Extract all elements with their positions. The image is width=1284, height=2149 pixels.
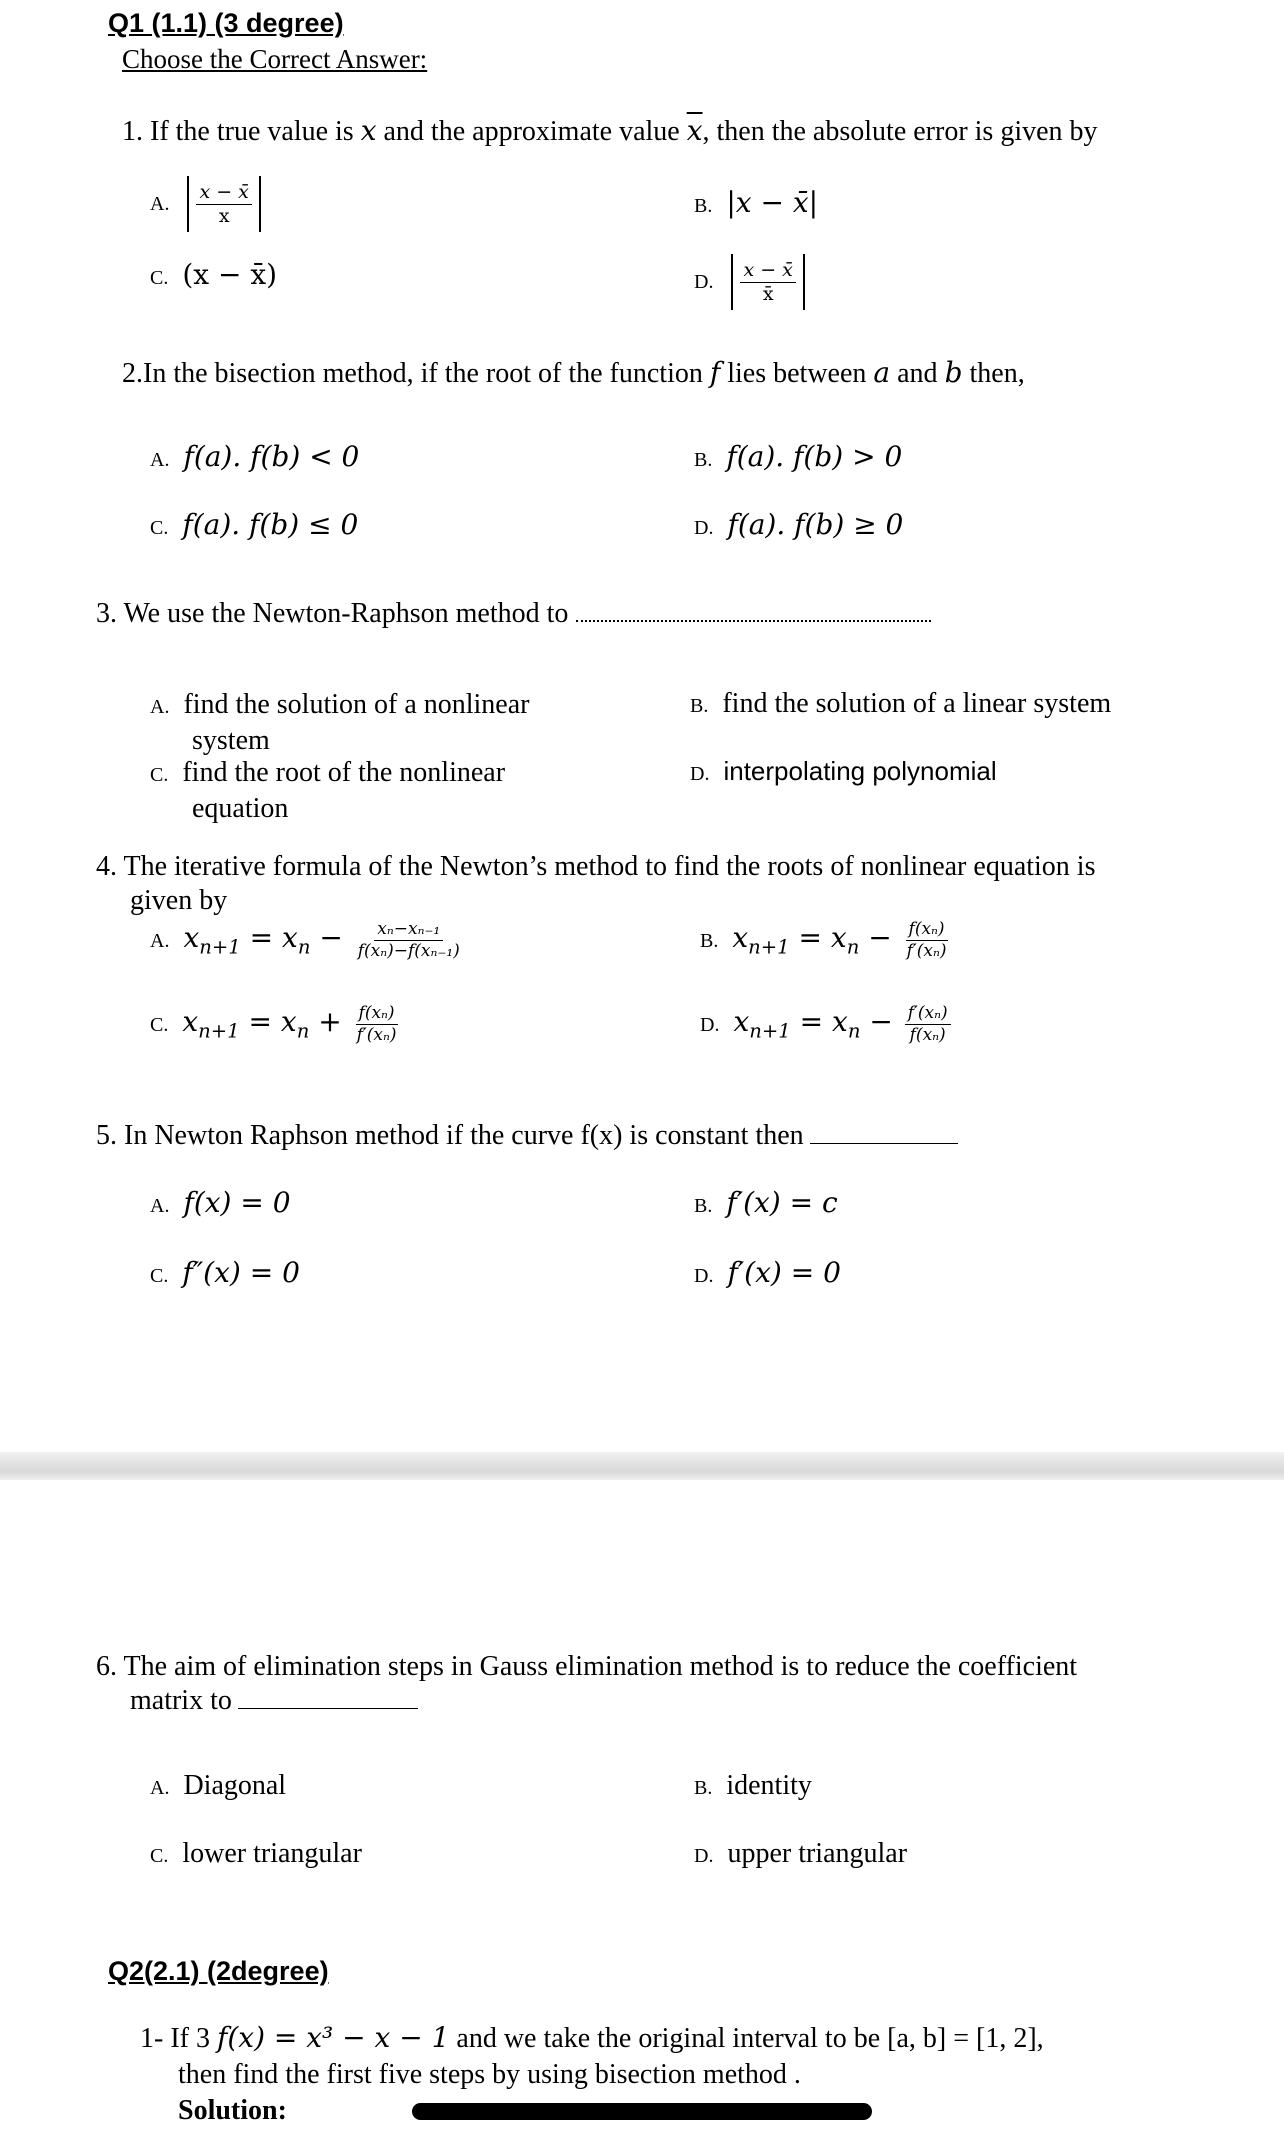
q6-option-b[interactable]	[694, 1770, 812, 1802]
operator: −	[860, 1004, 902, 1038]
mid: = x	[790, 1004, 848, 1038]
option-letter: D.	[694, 517, 714, 539]
option-letter: B.	[690, 695, 709, 717]
math-var-x: x	[360, 114, 377, 147]
lhs-sub: n+1	[748, 935, 790, 959]
q4-option-b[interactable]	[700, 920, 953, 960]
option-letter: B.	[694, 1777, 713, 1799]
option-letter: A.	[150, 449, 170, 471]
fraction-numerator: x − x̄	[196, 182, 251, 205]
mid: = x	[789, 920, 847, 954]
option-math: |x − x̄|	[726, 186, 819, 219]
q1-option-a[interactable]	[150, 176, 265, 232]
q2-option-d[interactable]	[694, 508, 903, 542]
lhs: x	[732, 920, 749, 954]
question-text: and the approximate value	[376, 116, 687, 147]
option-letter: D.	[690, 763, 710, 785]
option-letter: C.	[150, 1013, 169, 1036]
question-1	[122, 114, 1098, 148]
option-text: Diagonal	[183, 1770, 287, 1801]
fraction-denominator: f′(xₙ)	[906, 940, 947, 961]
question-number: 1.	[122, 116, 143, 147]
q6-option-a[interactable]	[150, 1770, 286, 1802]
option-math: f′(x) = 0	[727, 1256, 841, 1289]
fraction-numerator: f′(xₙ)	[905, 1004, 951, 1025]
question-text: The iterative formula of the Newton’s method to find the roots of nonlinear equation is	[123, 851, 1096, 882]
option-letter: A.	[150, 696, 170, 718]
q3-option-d[interactable]	[690, 756, 997, 788]
option-letter: D.	[694, 1845, 714, 1867]
option-math: (x − x̄)	[182, 258, 278, 291]
fraction-denominator: f(xₙ)−f(xₙ₋₁)	[357, 940, 460, 961]
page-divider	[0, 1452, 1284, 1480]
option-math: f(a). f(b) ≤ 0	[182, 508, 359, 541]
option-letter: A.	[150, 929, 170, 952]
item-text: then find the first five steps by using bisection method .	[178, 2059, 801, 2090]
operator: −	[310, 920, 352, 954]
question-3	[96, 598, 931, 630]
answer-blank	[576, 602, 931, 622]
question-5	[96, 1120, 958, 1152]
option-letter: D.	[694, 1265, 714, 1287]
fraction-denominator: x	[218, 204, 230, 227]
question-text: , then the absolute error is given by	[702, 116, 1098, 147]
q3-option-a[interactable]	[150, 688, 530, 758]
q2-option-a[interactable]	[150, 440, 359, 474]
question-text: The aim of elimination steps in Gauss elimination method is to reduce the coefficient	[123, 1651, 1078, 1682]
mid-sub: n	[297, 935, 311, 959]
option-math: f(a). f(b) > 0	[726, 440, 903, 473]
q4-option-c[interactable]	[150, 1004, 403, 1044]
question-text: matrix to	[130, 1685, 232, 1716]
q6-option-d[interactable]	[694, 1838, 907, 1870]
operator: +	[309, 1004, 351, 1038]
answer-blank	[238, 1688, 418, 1709]
lhs-sub: n+1	[749, 1019, 791, 1043]
option-text: system	[192, 725, 270, 756]
fraction-numerator: f(xₙ)	[356, 1004, 398, 1025]
question-text: In the bisection method, if the root of the function	[143, 358, 710, 389]
q5-option-b[interactable]	[694, 1186, 838, 1220]
option-text: find the solution of a nonlinear	[183, 689, 530, 720]
solution-label: Solution:	[178, 2095, 287, 2126]
lhs-sub: n+1	[199, 935, 241, 959]
math-var-f: f	[709, 356, 721, 389]
question-number: 4.	[96, 851, 117, 882]
q1-header: Q1 (1.1) (3 degree)	[108, 8, 344, 38]
item-text: and we take the original interval to be [a, b] = [1, 2],	[449, 2023, 1044, 2054]
lhs: x	[733, 1004, 750, 1038]
q2-option-c[interactable]	[150, 508, 358, 542]
question-number: 2.	[122, 358, 143, 389]
question-text: and	[890, 358, 945, 389]
q3-option-c[interactable]	[150, 756, 505, 826]
question-6	[96, 1650, 1077, 1718]
option-text: upper triangular	[727, 1838, 908, 1869]
mid-sub: n	[846, 935, 860, 959]
question-text: then,	[962, 358, 1025, 389]
option-text: find the solution of a linear system	[722, 688, 1112, 719]
answer-blank	[810, 1123, 958, 1144]
instruction: Choose the Correct Answer:	[122, 44, 428, 74]
lhs: x	[182, 1004, 199, 1038]
question-text: In Newton Raphson method if the curve f(x) is constant then	[124, 1120, 804, 1151]
operator: −	[859, 920, 901, 954]
option-letter: B.	[694, 449, 713, 471]
option-letter: B.	[694, 195, 713, 217]
mid-sub: n	[847, 1019, 861, 1043]
fraction-numerator: x − x̄	[740, 260, 795, 283]
item-number: 1-	[140, 2023, 164, 2054]
option-math: f(a). f(b) ≥ 0	[727, 508, 904, 541]
math-var-a: a	[873, 356, 891, 389]
fraction-denominator: f′(xₙ)	[356, 1024, 397, 1045]
question-2	[122, 356, 1025, 390]
fraction-denominator: f(xₙ)	[909, 1024, 946, 1045]
math-var-xbar: $\overline{x}$	[686, 114, 703, 147]
option-math: f″(x) = 0	[182, 1256, 300, 1289]
option-text: identity	[726, 1770, 812, 1801]
option-letter: A.	[150, 1777, 170, 1799]
question-number: 5.	[96, 1120, 117, 1151]
q1-option-d[interactable]	[694, 254, 809, 310]
option-letter: A.	[150, 193, 170, 216]
item-math: f(x) = x³ − x − 1	[216, 2021, 450, 2054]
item-text: If 3	[170, 2023, 217, 2054]
redaction-bar	[412, 2103, 872, 2120]
option-letter: A.	[150, 1195, 170, 1217]
option-text: interpolating polynomial	[723, 756, 997, 786]
option-letter: C.	[150, 267, 169, 289]
question-text: If the true value is	[150, 116, 361, 147]
mid: = x	[239, 1004, 297, 1038]
fraction-numerator: f(xₙ)	[906, 920, 948, 941]
q6-option-c[interactable]	[150, 1838, 362, 1870]
question-text: lies between	[720, 358, 874, 389]
option-letter: B.	[700, 929, 719, 952]
question-text: We use the Newton-Raphson method to	[123, 598, 569, 629]
option-letter: D.	[694, 271, 714, 294]
math-var-b: b	[944, 356, 963, 389]
question-number: 3.	[96, 598, 117, 629]
q5-option-d[interactable]	[694, 1256, 841, 1290]
mid-sub: n	[296, 1019, 310, 1043]
fraction-denominator: x̄	[762, 282, 774, 305]
option-math: f′(x) = c	[726, 1186, 838, 1219]
option-text: find the root of the nonlinear	[182, 757, 506, 788]
q4-option-d[interactable]	[700, 1004, 954, 1044]
option-letter: C.	[150, 1845, 169, 1867]
option-letter: C.	[150, 517, 169, 539]
q3-option-b[interactable]	[690, 688, 1111, 720]
option-math: f(x) = 0	[183, 1186, 291, 1219]
option-text: lower triangular	[182, 1838, 362, 1869]
option-letter: D.	[700, 1013, 720, 1036]
fraction-numerator: xₙ−xₙ₋₁	[374, 920, 443, 941]
option-text: equation	[192, 793, 289, 824]
q2-option-b[interactable]	[694, 440, 902, 474]
option-letter: C.	[150, 764, 169, 786]
question-4	[96, 850, 1095, 918]
q5-option-c[interactable]	[150, 1256, 300, 1290]
mid: = x	[240, 920, 298, 954]
q2-header: Q2(2.1) (2degree)	[108, 1956, 329, 1986]
q4-option-a[interactable]	[150, 920, 466, 960]
lhs: x	[183, 920, 200, 954]
option-math: f(a). f(b) < 0	[183, 440, 360, 473]
q1-option-b[interactable]	[694, 186, 818, 220]
q1-option-c[interactable]	[150, 258, 277, 292]
q5-option-a[interactable]	[150, 1186, 291, 1220]
lhs-sub: n+1	[198, 1019, 240, 1043]
question-number: 6.	[96, 1651, 117, 1682]
option-letter: B.	[694, 1195, 713, 1217]
question-text: given by	[130, 885, 228, 916]
option-letter: C.	[150, 1265, 169, 1287]
